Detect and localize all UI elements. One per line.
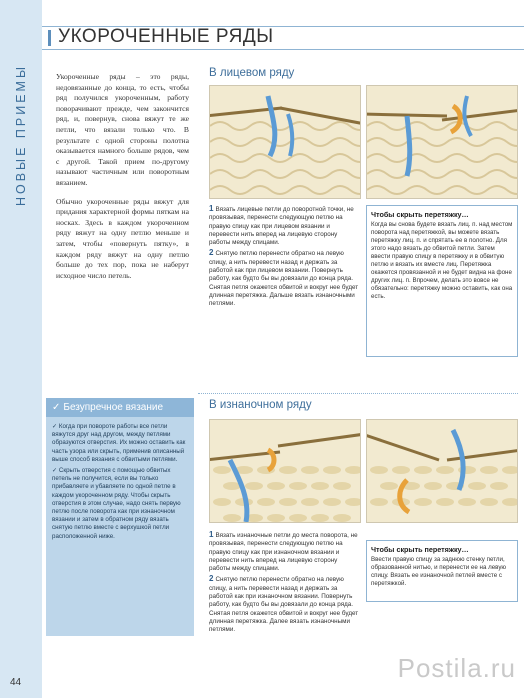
section-label: НОВЫЕ ПРИЕМЫ [14,63,28,207]
purl-step-1-text: Вязать изнаночные петли до места поворота, не провязывая, перенести следующую петлю на правую спицу как при изнаночном вязании и перевести нить вперед на лицевую сторону работы между спицами. [209,532,358,573]
section-label-container [6,40,36,230]
knit-step-2 [209,249,359,308]
tips-card-body [46,417,194,550]
section-divider [198,393,518,394]
intro-text [56,72,189,289]
knit-tip-box [366,205,518,357]
tips-card-title [46,398,194,417]
purl-figure-2 [366,419,518,523]
knit-section-heading: В лицевом ряду [209,67,295,79]
purl-tip-box [366,540,518,602]
purl-step-2 [209,575,359,634]
title-accent-bar [48,30,51,46]
sidebar [0,0,42,698]
purl-tip-body: Ввести правую спицу за заднюю стенку петли, образованной нитью, и перенести ее на левую спицу. Вязать ее изнаночной петлей вместе с перетяжкой. [371,556,507,587]
purl-section-heading: В изнаночном ряду [209,399,312,411]
purl-step-2-number: 2 [209,574,214,584]
tips-card-title-text: Безупречное вязание [63,402,164,413]
knit-step-2-text: Снятую петлю перенести обратно на левую спицу, а нить перевести назад и держать за работой как при лицевом вязании. Повернуть работу, как будто бы вы довязали до конца ряда. Снятая петля окажется обвитой и вокруг нее будет длинная перетяжка. Дальше вязать изнаночными петлями. [209,250,359,308]
intro-paragraph-2: Обычно укороченные ряды вяжут для придания характерной формы пяткам на носках. Здесь в каждом укороченном ряду вяжут на одну петлю меньше и затем, чтобы «повернуть пятку», в каждом ряду вяжут на одну петлю больше до тех пор, пока не наберут исходное число петель. [56,196,189,280]
purl-step-2-text: Снятую петлю перенести обратно на левую спицу, а нить перевести назад и держать за работой как при изнаночном вязании. Повернуть работу, как будто бы вы довязали до конца ряда. Снятая петля окажется обвитой и вокруг нее будет длинная перетяжка. Далее вязать изнаночными петлями. [209,576,359,634]
knit-figure-1 [209,85,361,199]
purl-steps [209,531,359,637]
knit-step-2-number: 2 [209,248,214,258]
purl-step-1 [209,531,359,573]
tips-card-paragraph-1: ✓ Когда при повороте работы все петли вяжутся друг над другом, между петлями образуются отверстия. Их можно оставить как часть узора или скрыть, применив описанный выше способ вязания с обвитыми петлями. [52,423,186,463]
knit-tip-body: Когда вы снова будете вязать лиц. п. над местом поворота над перетяжкой, вы можете вязать перетяжку лиц. п. и спрятать ее в полотно. Для этого надо вязать до обвитой петли. Затем ввести правую спицу в перетяжку и в обвитую петлю и вязать их вместе лиц. Перетяжка окажется провязанной и не будет видна на фоне других лиц. п. Впрочем, делать это вовсе не обязательно: перетяжку можно оставить, как она есть. [371,221,513,300]
page-number: 44 [10,677,22,688]
knit-tip-title: Чтобы скрыть перетяжку… [371,210,469,219]
knit-step-1-text: Вязать лицевые петли до поворотной точки, не провязывая, перенести следующую петлю на правую спицу как при лицевом вязании и перевести нить вперед на лицевую сторону работы между спицами. [209,206,354,247]
intro-paragraph-1: Укороченные ряды – это ряды, недовязанные до конца, то есть, чтобы ряд получился укороченным, работу поворачивают прежде, чем закончится ряд, и, повернув, снова вяжут те же петли, что вязали только что. В результате с одной стороны полотна оказывается намного больше рядов, чем с другой. Такой прием по-другому называют частичным или поворотным вязанием. [56,72,189,187]
purl-tip-title: Чтобы скрыть перетяжку… [371,545,469,554]
check-icon: ✓ [52,402,61,413]
tips-card [46,398,194,636]
purl-figure-1 [209,419,361,523]
purl-step-1-number: 1 [209,530,214,539]
page-title: УКОРОЧЕННЫЕ РЯДЫ [58,26,274,47]
knit-step-1-number: 1 [209,204,214,213]
knit-step-1 [209,205,359,247]
watermark: Postila.ru [397,653,516,683]
tips-card-paragraph-2: ✓ Скрыть отверстия с помощью обвитых петель не получится, если вы только прибавляете и убавляете по одной петле в каждом укороченном ряду. Чтобы скрыть отверстия в этом случае, надо снять первую петлю после поворота как при изнаночном вязании и затем в обратном ряду вязать снятую петлю вместе с верхушкой петли расположенной ниже. [52,467,181,540]
knit-steps [209,205,359,311]
knit-figure-2 [366,85,518,199]
